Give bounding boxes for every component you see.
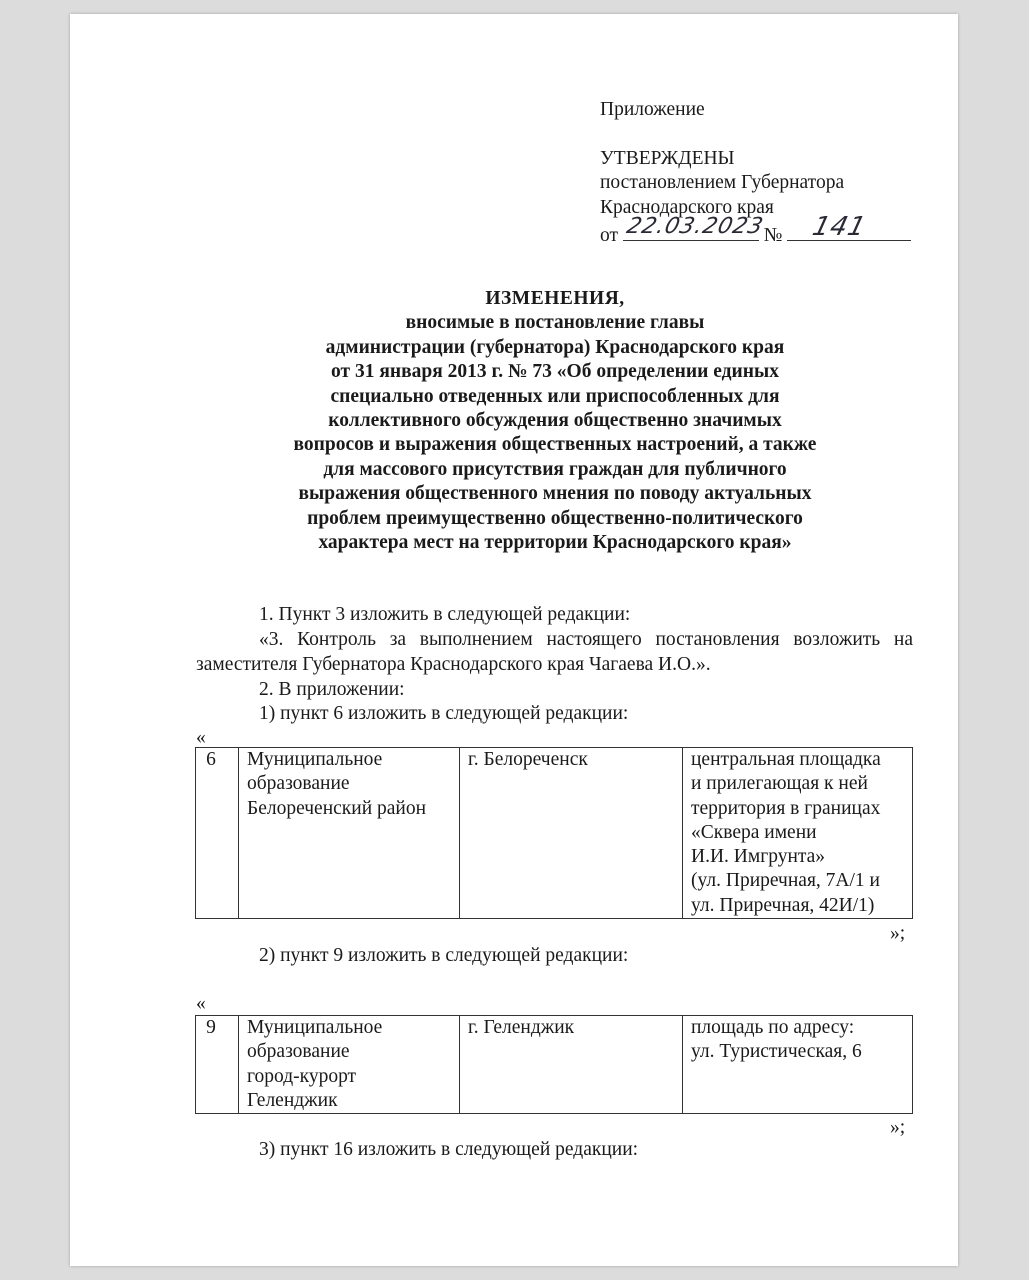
close-quote: »; bbox=[890, 1117, 906, 1138]
close-quote: »; bbox=[890, 923, 906, 944]
row-number: 6 bbox=[196, 748, 239, 919]
paragraph-5: 2) пункт 9 изложить в следующей редакции: bbox=[259, 945, 629, 966]
city-cell: г. Белореченск bbox=[460, 748, 683, 919]
handwritten-number: 141 bbox=[809, 211, 870, 242]
number-label: № bbox=[763, 225, 783, 246]
title-line: вопросов и выражения общественных настроений, а также bbox=[293, 434, 817, 456]
approval-line-2: Краснодарского края bbox=[600, 196, 774, 218]
paragraph-6: 3) пункт 16 изложить в следующей редакции: bbox=[259, 1139, 639, 1160]
cell-line: ул. Туристическая, 6 bbox=[691, 1041, 862, 1063]
number-field bbox=[787, 211, 911, 242]
appendix-label: Приложение bbox=[600, 99, 705, 120]
document-page bbox=[70, 14, 958, 1266]
paragraph-3: 2. В приложении: bbox=[259, 679, 405, 700]
title-line: от 31 января 2013 г. № 73 «Об определении единых bbox=[331, 361, 779, 383]
cell-line: (ул. Приречная, 7А/1 и bbox=[691, 870, 880, 892]
cell-line: образование bbox=[247, 773, 350, 795]
cell-line: центральная площадка bbox=[691, 749, 881, 770]
title-line: коллективного обсуждения общественно значимых bbox=[328, 410, 782, 432]
cell-line: Геленджик bbox=[247, 1089, 338, 1111]
handwritten-date: 22.03.2023 bbox=[623, 213, 767, 239]
paragraph-2-line-2: заместителя Губернатора Краснодарского края Чагаева И.О.». bbox=[196, 654, 711, 675]
approved-label: УТВЕРЖДЕНЫ bbox=[600, 147, 735, 169]
document-title bbox=[210, 287, 900, 555]
title-line: вносимые в постановление главы bbox=[405, 312, 705, 334]
table-point-6 bbox=[195, 747, 913, 919]
cell-line: Белореченский район bbox=[247, 797, 427, 819]
approval-line-1: постановлением Губернатора bbox=[600, 172, 845, 193]
cell-line: Муниципальное bbox=[247, 1017, 383, 1038]
cell-line: образование bbox=[247, 1041, 350, 1063]
cell-line: территория в границах bbox=[691, 797, 881, 819]
title-line: администрации (губернатора) Краснодарского края bbox=[325, 336, 785, 358]
cell-line: ул. Приречная, 42И/1) bbox=[691, 894, 875, 916]
paragraph-1: 1. Пункт 3 изложить в следующей редакции: bbox=[259, 604, 631, 625]
city-cell: г. Геленджик bbox=[460, 1016, 683, 1114]
place-cell bbox=[683, 1016, 913, 1114]
paragraph-2-line-1: «3. Контроль за выполнением настоящего постановления возложить на bbox=[259, 629, 913, 650]
title-line: проблем преимущественно общественно-политического bbox=[307, 507, 803, 529]
cell-line: «Сквера имени bbox=[691, 821, 817, 843]
cell-line: город-курорт bbox=[247, 1065, 357, 1087]
title-line: выражения общественного мнения по поводу актуальных bbox=[298, 483, 812, 505]
cell-line: и прилегающая к ней bbox=[691, 773, 868, 795]
table-row bbox=[196, 1016, 913, 1114]
approval-date-number-line bbox=[600, 211, 911, 249]
cell-line: Муниципальное bbox=[247, 749, 383, 770]
cell-line: площадь по адресу: bbox=[691, 1017, 855, 1038]
title-line: специально отведенных или приспособленных для bbox=[330, 385, 780, 407]
title-line: характера мест на территории Краснодарского края» bbox=[318, 532, 792, 554]
open-quote: « bbox=[196, 727, 206, 748]
title-line: для массового присутствия граждан для публичного bbox=[323, 458, 787, 480]
approval-block bbox=[600, 98, 911, 249]
cell-line: И.И. Имгрунта» bbox=[691, 846, 826, 868]
place-cell bbox=[683, 748, 913, 919]
title-line: ИЗМЕНЕНИЯ, bbox=[485, 288, 625, 309]
municipality-cell bbox=[239, 748, 460, 919]
open-quote: « bbox=[196, 993, 206, 1014]
paragraph-4: 1) пункт 6 изложить в следующей редакции: bbox=[259, 703, 629, 724]
from-label: от bbox=[600, 225, 619, 246]
row-number: 9 bbox=[196, 1016, 239, 1114]
municipality-cell bbox=[239, 1016, 460, 1114]
table-point-9 bbox=[195, 1015, 913, 1114]
date-field bbox=[623, 213, 767, 241]
table-row bbox=[196, 748, 913, 919]
